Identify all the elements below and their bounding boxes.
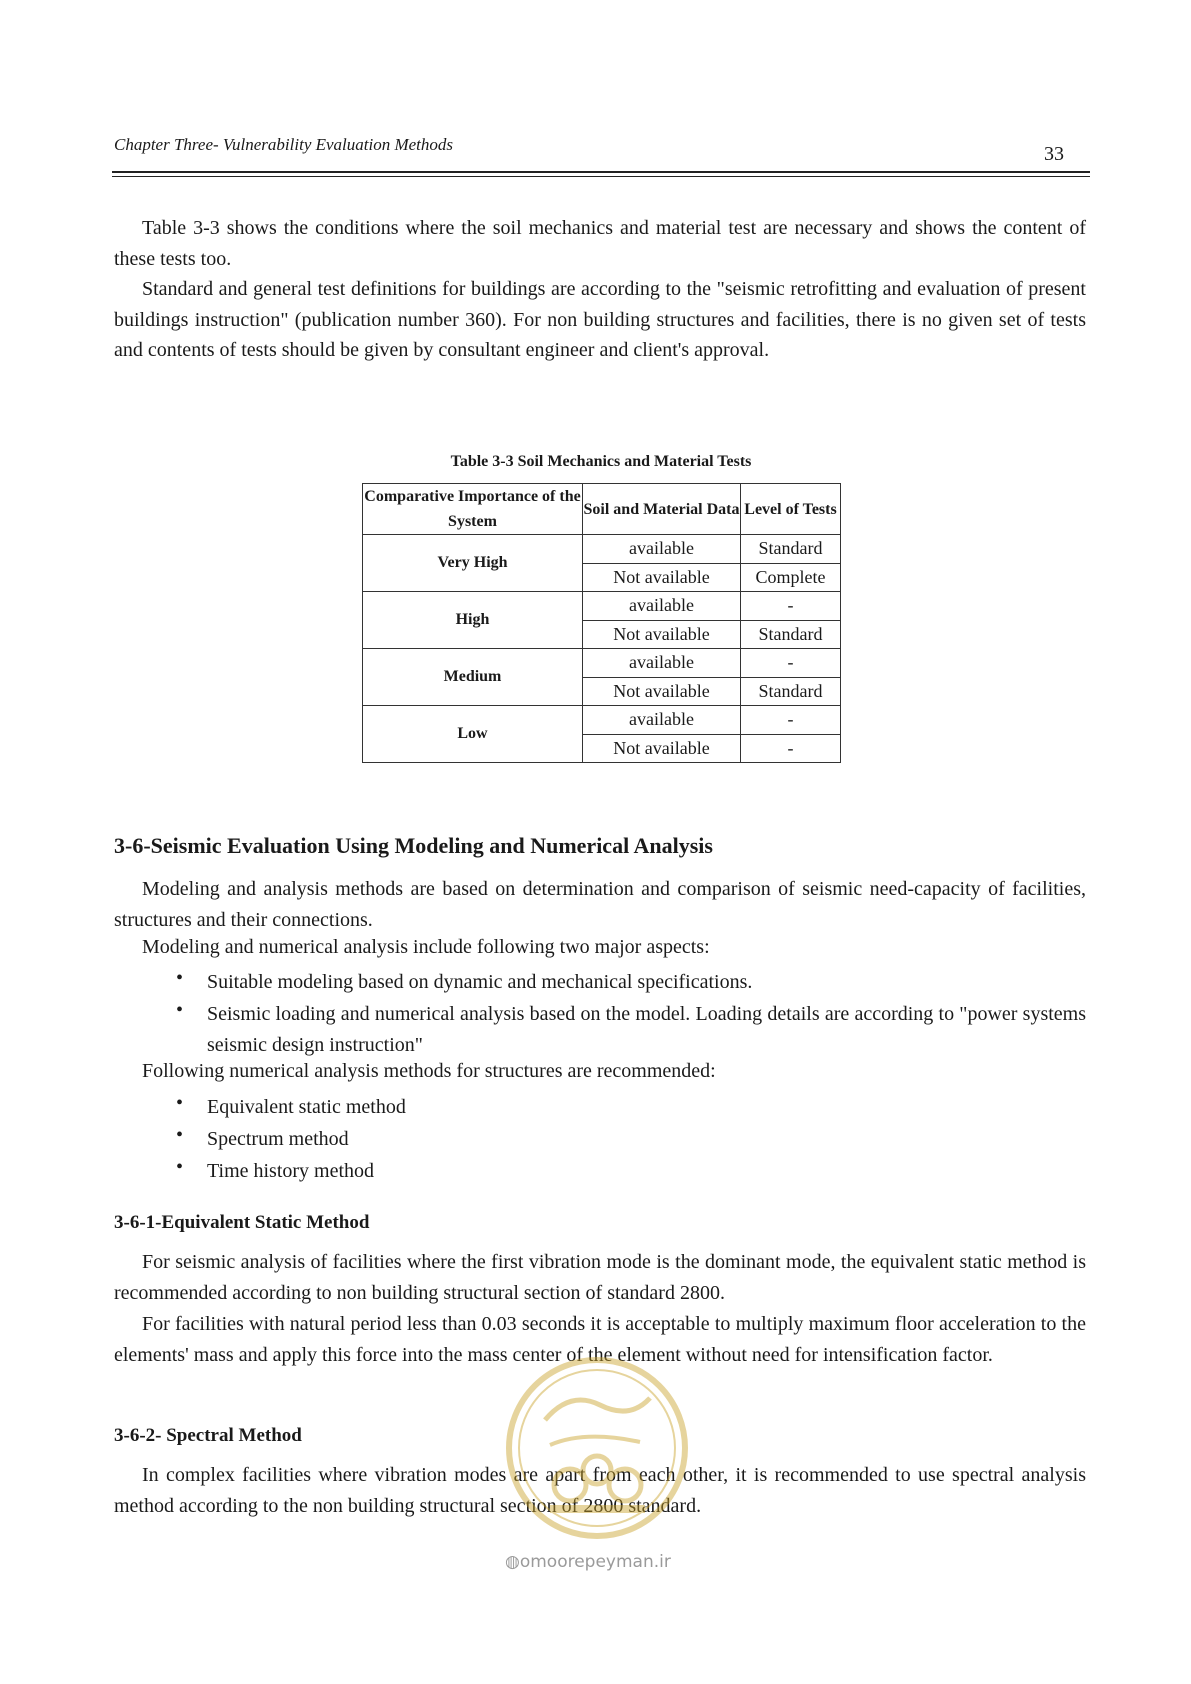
watermark-site-text — [505, 1552, 671, 1572]
header-rule — [112, 171, 1090, 173]
bullet-icon: • — [176, 999, 184, 1021]
method-item: Spectrum method — [207, 1128, 349, 1150]
bullet-icon: • — [176, 1124, 184, 1146]
level-cell: Complete — [741, 563, 841, 592]
section-heading-3-6-2: 3-6-2- Spectral Method — [114, 1425, 302, 1446]
globe-icon: ◍ — [505, 1552, 520, 1572]
aspect-item: Suitable modeling based on dynamic and mechanical specifications. — [207, 971, 753, 993]
section-3-6-paragraph-2: Modeling and numerical analysis include following two major aspects: — [142, 936, 710, 958]
data-cell: available — [583, 706, 741, 735]
level-cell: - — [741, 734, 841, 763]
level-cell: Standard — [741, 535, 841, 564]
level-cell: Standard — [741, 677, 841, 706]
header-level: Level of Tests — [741, 484, 841, 535]
data-cell: available — [583, 649, 741, 678]
level-cell: - — [741, 706, 841, 735]
table-row — [363, 592, 841, 621]
section-3-6-1-paragraph-2: For facilities with natural period less than 0.03 seconds it is acceptable to multiply maximum floor acceleration to the elements' mass and apply this force into the mass center of the element without need for intensification factor. — [114, 1313, 1086, 1366]
data-cell: available — [583, 592, 741, 621]
importance-cell: High — [363, 592, 583, 649]
section-3-6-1-paragraph-1: For seismic analysis of facilities where the first vibration mode is the dominant mode, the equivalent static method is recommended according to non building structural section of standard 2800. — [114, 1251, 1086, 1304]
importance-cell: Very High — [363, 535, 583, 592]
section-3-6-paragraph-3: Following numerical analysis methods for structures are recommended: — [142, 1060, 716, 1082]
table-row — [363, 649, 841, 678]
section-heading-3-6: 3-6-Seismic Evaluation Using Modeling and Numerical Analysis — [114, 833, 713, 858]
importance-cell: Low — [363, 706, 583, 763]
bullet-icon: • — [176, 967, 184, 989]
table-row — [363, 535, 841, 564]
importance-cell: Medium — [363, 649, 583, 706]
bullet-icon: • — [176, 1092, 184, 1114]
bullet-icon: • — [176, 1156, 184, 1178]
data-cell: Not available — [583, 734, 741, 763]
header-soil-data: Soil and Material Data — [583, 484, 741, 535]
watermark-logo-icon — [490, 1350, 705, 1545]
section-3-6-2-paragraph-1: In complex facilities where vibration modes are apart from each other, it is recommended to use spectral analysis method according to the non building structural section of 2800 standard. — [114, 1464, 1086, 1517]
table-header-row — [363, 484, 841, 535]
level-cell: Standard — [741, 620, 841, 649]
table-caption: Table 3-3 Soil Mechanics and Material Tests — [450, 453, 752, 470]
intro-paragraph-1: Table 3-3 shows the conditions where the soil mechanics and material test are necessary and shows the content of these tests too. — [114, 217, 1086, 270]
table-row — [363, 706, 841, 735]
data-cell: Not available — [583, 677, 741, 706]
header-importance: Comparative Importance of the System — [363, 484, 583, 535]
method-item: Equivalent static method — [207, 1096, 406, 1118]
aspect-item: Seismic loading and numerical analysis based on the model. Loading details are according to "power systems seismic design instruction" — [207, 1003, 1086, 1056]
intro-paragraph-2: Standard and general test definitions for buildings are according to the "seismic retrofitting and evaluation of present buildings instruction" (publication number 360). For non building structures and facilities, there is no given set of tests and contents of tests should be given by consultant engineer and client's approval. — [114, 278, 1086, 361]
chapter-title: Chapter Three- Vulnerability Evaluation Methods — [114, 135, 454, 154]
watermark-site: omoorepeyman.ir — [519, 1552, 671, 1572]
page-number: 33 — [1044, 143, 1064, 165]
data-cell: available — [583, 535, 741, 564]
method-item: Time history method — [207, 1160, 375, 1182]
data-cell: Not available — [583, 620, 741, 649]
level-cell: - — [741, 649, 841, 678]
section-3-6-paragraph-1: Modeling and analysis methods are based on determination and comparison of seismic need-capacity of facilities, structures and their connections. — [114, 878, 1086, 931]
header-rule-thin — [112, 176, 1090, 177]
level-cell: - — [741, 592, 841, 621]
section-heading-3-6-1: 3-6-1-Equivalent Static Method — [114, 1212, 370, 1233]
data-cell: Not available — [583, 563, 741, 592]
soil-tests-table — [362, 483, 841, 763]
